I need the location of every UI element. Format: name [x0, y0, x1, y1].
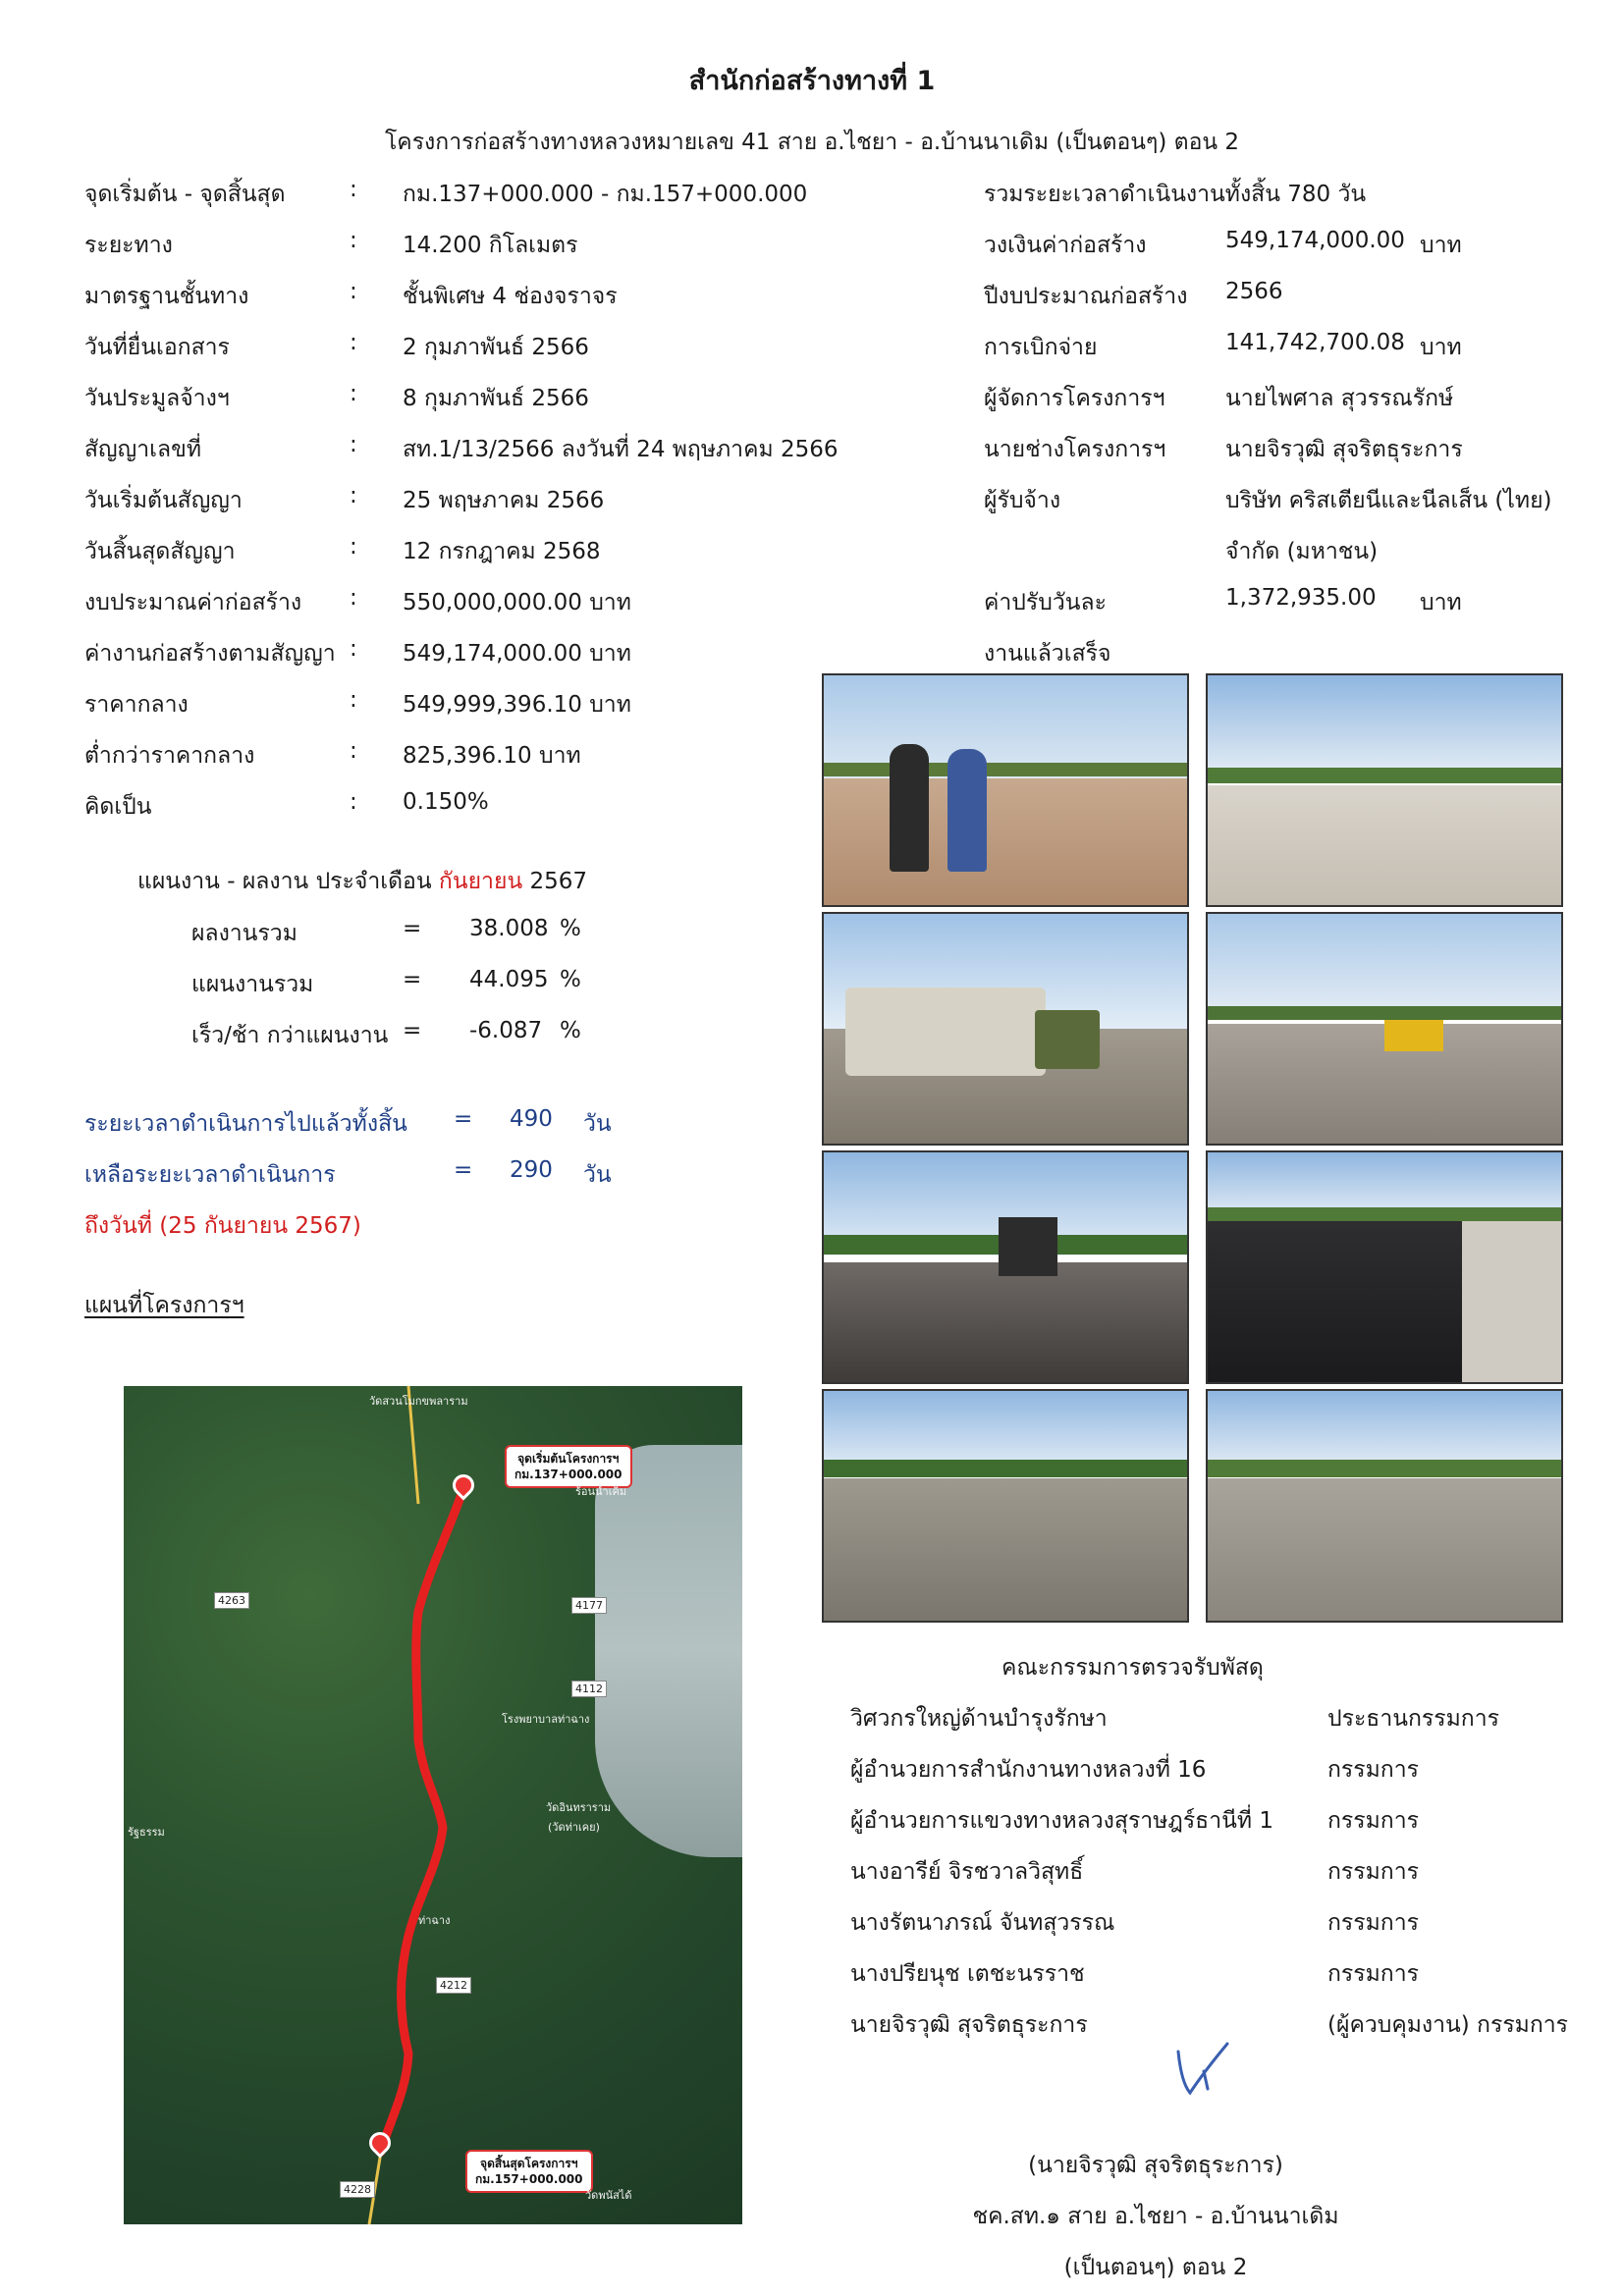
committee-member-name: ผู้อำนวยการแขวงทางหลวงสุราษฎร์ธานีที่ 1 [850, 1808, 1273, 1834]
info-separator: : [350, 483, 357, 508]
info-label: สัญญาเลขที่ [84, 437, 201, 462]
elapsed-unit: วัน [583, 1111, 612, 1137]
info-label: ค่างานก่อสร้างตามสัญญา [84, 641, 336, 667]
page-title: สำนักก่อสร้างทางที่ 1 [688, 66, 936, 96]
place-label: โรงพยาบาลท่าฉาง [502, 1713, 590, 1726]
remaining-value: 290 [510, 1157, 553, 1183]
progress-eq: = [403, 1018, 422, 1043]
place-label: วัดอินทราราม [546, 1801, 612, 1814]
progress-label: ผลงานรวม [191, 921, 298, 946]
info-value: นายไพศาล สุวรรณรักษ์ [1225, 386, 1454, 411]
signature-name: (นายจิรวุฒิ สุจริตธุระการ) [1028, 2153, 1283, 2178]
info-label: รวมระยะเวลาดำเนินงานทั้งสิ้น 780 วัน [984, 182, 1367, 207]
remaining-eq: = [454, 1157, 473, 1183]
info-separator: : [350, 330, 357, 355]
info-value: 2 กุมภาพันธ์ 2566 [403, 335, 589, 360]
info-unit: บาท [1420, 335, 1462, 360]
project-map [124, 1386, 742, 2224]
info-label: คิดเป็น [84, 794, 152, 820]
committee-member-name: นายจิรวุฒิ สุจริตธุระการ [850, 2012, 1088, 2038]
info-value: 12 กรกฎาคม 2568 [403, 539, 601, 564]
info-unit: บาท [1420, 590, 1462, 615]
place-label: ร้อนน้ำเค็ม [575, 1485, 627, 1498]
info-label: จุดเริ่มต้น - จุดสิ้นสุด [84, 182, 286, 207]
committee-member-role: ประธานกรรมการ [1327, 1706, 1499, 1732]
place-label: ท่าฉาง [418, 1914, 451, 1927]
info-value: ชั้นพิเศษ 4 ช่องจราจร [403, 284, 618, 309]
road-number-label: 4212 [436, 1977, 471, 1994]
site-photo-machinery [822, 912, 1189, 1146]
info-separator: : [350, 738, 357, 764]
info-separator: : [350, 228, 357, 253]
info-label: วันเริ่มต้นสัญญา [84, 488, 243, 513]
elapsed-eq: = [454, 1106, 473, 1132]
road-number-label: 4112 [571, 1681, 607, 1697]
site-photo-survey [822, 673, 1189, 907]
site-photo-concrete-paving [822, 1389, 1189, 1623]
as-of-date: ถึงวันที่ (25 กันยายน 2567) [84, 1213, 361, 1239]
info-value: นายจิรวุฒิ สุจริตธุระการ [1225, 437, 1463, 462]
info-value: 141,742,700.08 [1225, 330, 1405, 355]
info-value: 25 พฤษภาคม 2566 [403, 488, 605, 513]
committee-member-name: นางปรียนุช เตชะนรราช [850, 1961, 1085, 1987]
committee-member-role: กรรมการ [1327, 1808, 1419, 1834]
info-value: กม.137+000.000 - กม.157+000.000 [403, 182, 808, 207]
remaining-label: เหลือระยะเวลาดำเนินการ [84, 1162, 336, 1188]
project-subtitle: โครงการก่อสร้างทางหลวงหมายเลข 41 สาย อ.ไชยา - อ.บ้านนาเดิม (เป็นตอนๆ) ตอน 2 [384, 130, 1240, 155]
place-label: วัดพนัสได้ [585, 2189, 632, 2202]
start-callout-title: จุดเริ่มต้นโครงการฯ [517, 1452, 620, 1466]
committee-member-role: กรรมการ [1327, 1910, 1419, 1936]
highway-line [369, 1386, 418, 2224]
progress-heading-year: 2567 [529, 869, 588, 894]
site-photo-rollers [1206, 912, 1563, 1146]
info-separator: : [350, 381, 357, 406]
place-label: (วัดท่าเคย) [548, 1821, 600, 1834]
site-photo-asphalt [1206, 1150, 1563, 1384]
place-label: วัดสวนโมกขพลาราม [369, 1395, 468, 1408]
map-route-layer [124, 1386, 742, 2224]
info-label: วันประมูลจ้างฯ [84, 386, 230, 411]
info-label: ค่าปรับวันละ [984, 590, 1107, 615]
info-separator: : [350, 585, 357, 611]
info-label: การเบิกจ่าย [984, 335, 1098, 360]
info-value: 550,000,000.00 บาท [403, 590, 631, 615]
info-label: วงเงินค่าก่อสร้าง [984, 233, 1147, 258]
start-callout-km: กม.137+000.000 [514, 1468, 623, 1481]
progress-heading-prefix: แผนงาน - ผลงาน ประจำเดือน [137, 869, 432, 894]
progress-heading-month: กันยายน [438, 869, 523, 894]
committee-member-role: กรรมการ [1327, 1961, 1419, 1987]
info-separator: : [350, 789, 357, 815]
committee-member-role: กรรมการ [1327, 1757, 1419, 1783]
end-callout-km: กม.157+000.000 [475, 2172, 583, 2186]
info-value: 2566 [1225, 279, 1283, 304]
progress-unit: % [560, 1018, 581, 1043]
info-label: ระยะทาง [84, 233, 173, 258]
road-number-label: 4228 [340, 2181, 375, 2198]
info-label: วันที่ยื่นเอกสาร [84, 335, 230, 360]
committee-member-role: กรรมการ [1327, 1859, 1419, 1885]
progress-value: -6.087 [469, 1018, 543, 1043]
committee-member-name: นางรัตนาภรณ์ จันทสุวรรณ [850, 1910, 1115, 1936]
info-label: มาตรฐานชั้นทาง [84, 284, 249, 309]
info-label: ผู้รับจ้าง [984, 488, 1061, 513]
signature-mark [1159, 2032, 1247, 2101]
info-value: บริษัท คริสเตียนีและนีลเส็น (ไทย) [1225, 488, 1552, 513]
info-separator: : [350, 687, 357, 713]
info-label: ปีงบประมาณก่อสร้าง [984, 284, 1188, 309]
site-photo-road-base [1206, 673, 1563, 907]
info-label: ผู้จัดการโครงการฯ [984, 386, 1165, 411]
road-number-label: 4177 [571, 1597, 607, 1614]
info-label: นายช่างโครงการฯ [984, 437, 1166, 462]
progress-eq: = [403, 967, 422, 992]
info-value: 14.200 กิโลเมตร [403, 233, 578, 258]
progress-label: แผนงานรวม [191, 972, 314, 997]
place-label: รัฐธรรม [128, 1826, 165, 1839]
signature-position-2: (เป็นตอนๆ) ตอน 2 [1063, 2255, 1248, 2280]
info-separator: : [350, 636, 357, 662]
end-callout-title: จุดสิ้นสุดโครงการฯ [480, 2157, 578, 2170]
info-unit: บาท [1420, 233, 1462, 258]
info-label: ต่ำกว่าราคากลาง [84, 743, 255, 769]
project-route-line [381, 1494, 461, 2152]
signature-position-1: ชค.สท.๑ สาย อ.ไชยา - อ.บ้านนาเดิม [972, 2204, 1339, 2229]
road-number-label: 4263 [214, 1592, 249, 1609]
info-value: 549,174,000.00 [1225, 228, 1405, 253]
progress-value: 44.095 [469, 967, 549, 992]
info-value: 1,372,935.00 [1225, 585, 1377, 611]
info-value: 549,999,396.10 บาท [403, 692, 631, 718]
info-separator: : [350, 177, 357, 202]
info-label: งานแล้วเสร็จ [984, 641, 1111, 667]
committee-member-name: วิศวกรใหญ่ด้านบำรุงรักษา [850, 1706, 1108, 1732]
elapsed-value: 490 [510, 1106, 553, 1132]
info-value: 549,174,000.00 บาท [403, 641, 631, 667]
info-value: 8 กุมภาพันธ์ 2566 [403, 386, 589, 411]
info-separator: : [350, 432, 357, 457]
progress-unit: % [560, 916, 581, 941]
info-separator: : [350, 279, 357, 304]
committee-member-name: ผู้อำนวยการสำนักงานทางหลวงที่ 16 [850, 1757, 1207, 1783]
map-heading: แผนที่โครงการฯ [84, 1293, 244, 1318]
info-separator: : [350, 534, 357, 560]
info-value: สท.1/13/2566 ลงวันที่ 24 พฤษภาคม 2566 [403, 437, 839, 462]
info-label: วันสิ้นสุดสัญญา [84, 539, 236, 564]
site-photo-prime-coat [822, 1150, 1189, 1384]
progress-value: 38.008 [469, 916, 549, 941]
info-value: 0.150% [403, 789, 489, 815]
elapsed-label: ระยะเวลาดำเนินการไปแล้วทั้งสิ้น [84, 1111, 407, 1137]
info-label: งบประมาณค่าก่อสร้าง [84, 590, 302, 615]
progress-label: เร็ว/ช้า กว่าแผนงาน [191, 1023, 389, 1048]
remaining-unit: วัน [583, 1162, 612, 1188]
progress-unit: % [560, 967, 581, 992]
committee-member-name: นางอารีย์ จิรชวาลวิสุทธิ์ [850, 1859, 1084, 1885]
committee-member-role: (ผู้ควบคุมงาน) กรรมการ [1327, 2012, 1569, 2038]
info-value: จำกัด (มหาชน) [1225, 539, 1379, 564]
progress-eq: = [403, 916, 422, 941]
info-value: 825,396.10 บาท [403, 743, 581, 769]
committee-heading: คณะกรรมการตรวจรับพัสดุ [1001, 1655, 1264, 1681]
info-label: ราคากลาง [84, 692, 189, 718]
site-photo-concrete-finishing [1206, 1389, 1563, 1623]
progress-heading [137, 864, 587, 899]
